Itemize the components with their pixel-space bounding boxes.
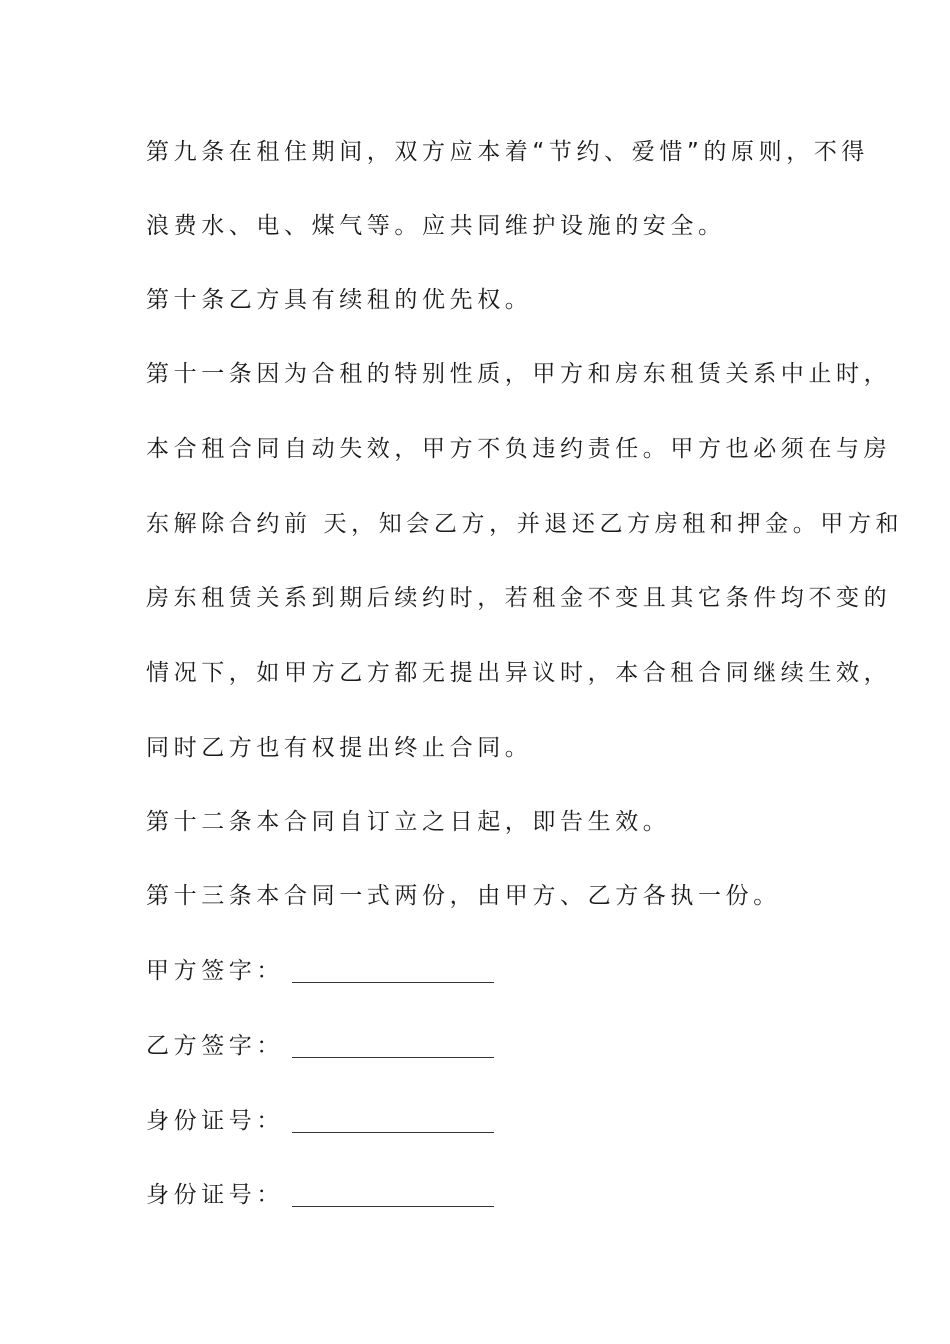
clause-11-line-3: 东解除合约前 天，知会乙方，并退还乙方房租和押金。甲方和 — [146, 511, 904, 537]
signature-party-b-line — [292, 1057, 494, 1058]
id-number-party-a-line — [292, 1132, 494, 1133]
signature-party-a-label: 甲方签字： — [146, 958, 284, 984]
clause-10: 第十条乙方具有续租的优先权。 — [146, 287, 533, 313]
clause-11-line-4: 房东租赁关系到期后续约时，若租金不变且其它条件均不变的 — [146, 585, 892, 611]
clause-11-line-5: 情况下，如甲方乙方都无提出异议时，本合租合同继续生效， — [146, 660, 892, 686]
id-number-party-a — [146, 1106, 494, 1136]
clause-9-line-1: 第九条在租住期间，双方应本着“节约、爱惜”的原则，不得 — [146, 139, 870, 165]
id-number-party-b — [146, 1180, 494, 1210]
id-number-party-b-label: 身份证号： — [146, 1182, 284, 1208]
clause-11-line-2: 本合租合同自动失效，甲方不负违约责任。甲方也必须在与房 — [146, 436, 892, 462]
clause-12: 第十二条本合同自订立之日起，即告生效。 — [146, 809, 671, 835]
clause-11-line-6: 同时乙方也有权提出终止合同。 — [146, 735, 533, 761]
signature-party-b-label: 乙方签字： — [146, 1033, 284, 1059]
clause-13: 第十三条本合同一式两份，由甲方、乙方各执一份。 — [146, 883, 781, 909]
clause-11-line-1: 第十一条因为合租的特别性质，甲方和房东租赁关系中止时， — [146, 361, 892, 387]
id-number-party-a-label: 身份证号： — [146, 1108, 284, 1134]
signature-party-a-line — [292, 982, 494, 983]
signature-party-a — [146, 956, 494, 986]
clause-9-line-2: 浪费水、电、煤气等。应共同维护设施的安全。 — [146, 213, 726, 239]
id-number-party-b-line — [292, 1206, 494, 1207]
signature-party-b — [146, 1031, 494, 1061]
